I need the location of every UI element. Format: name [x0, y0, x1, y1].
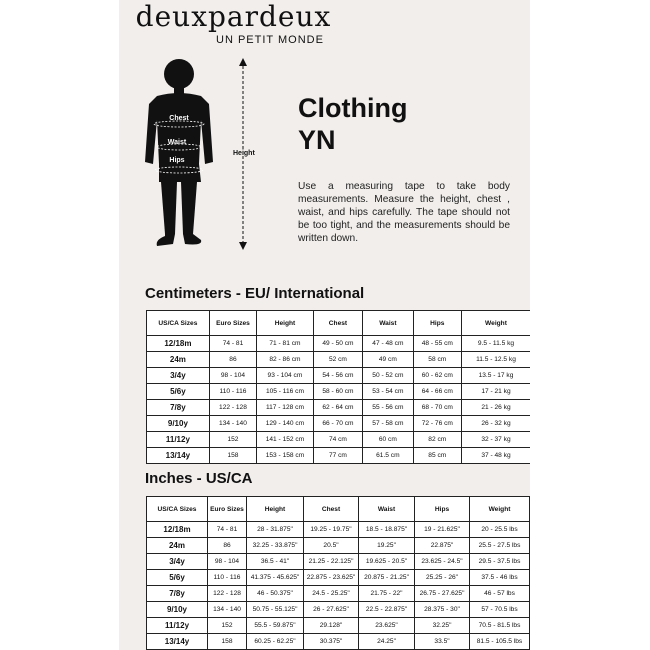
- value-cell: 60 cm: [363, 432, 413, 448]
- value-cell: 19.25": [359, 538, 415, 554]
- value-cell: 105 - 116 cm: [257, 384, 314, 400]
- inches-size-table: [146, 496, 530, 650]
- value-cell: 22.875": [415, 538, 470, 554]
- value-cell: 26.75 - 27.625": [415, 586, 470, 602]
- column-header: US/CA Sizes: [147, 311, 210, 336]
- size-cell: 12/18m: [147, 522, 208, 538]
- value-cell: 158: [208, 634, 247, 650]
- value-cell: 19 - 21.625": [415, 522, 470, 538]
- value-cell: 93 - 104 cm: [257, 368, 314, 384]
- column-header: Height: [257, 311, 314, 336]
- page-title: [298, 92, 498, 156]
- table-row: [147, 570, 530, 586]
- value-cell: 22.5 - 22.875": [359, 602, 415, 618]
- value-cell: 46 - 57 lbs: [470, 586, 530, 602]
- table-row: [147, 554, 530, 570]
- size-cell: 24m: [147, 538, 208, 554]
- chest-label: Chest: [169, 115, 189, 122]
- value-cell: 49 - 50 cm: [313, 336, 362, 352]
- table-row: [147, 448, 531, 464]
- size-cell: 9/10y: [147, 416, 210, 432]
- value-cell: 18.5 - 18.875": [359, 522, 415, 538]
- table-row: [147, 416, 531, 432]
- title-line-2: YN: [298, 125, 336, 155]
- value-cell: 129 - 140 cm: [257, 416, 314, 432]
- value-cell: 141 - 152 cm: [257, 432, 314, 448]
- value-cell: 72 - 76 cm: [413, 416, 461, 432]
- value-cell: 85 cm: [413, 448, 461, 464]
- value-cell: 158: [209, 448, 256, 464]
- value-cell: 20.5": [304, 538, 359, 554]
- table-row: [147, 368, 531, 384]
- value-cell: 26 - 32 kg: [461, 416, 530, 432]
- value-cell: 60 - 62 cm: [413, 368, 461, 384]
- value-cell: 29.5 - 37.5 lbs: [470, 554, 530, 570]
- value-cell: 47 - 48 cm: [363, 336, 413, 352]
- value-cell: 53 - 54 cm: [363, 384, 413, 400]
- value-cell: 9.5 - 11.5 kg: [461, 336, 530, 352]
- value-cell: 58 - 60 cm: [313, 384, 362, 400]
- column-header: Chest: [313, 311, 362, 336]
- size-guide-page: [119, 0, 530, 650]
- value-cell: 86: [208, 538, 247, 554]
- column-header: Height: [247, 497, 304, 522]
- value-cell: 19.25 - 19.75": [304, 522, 359, 538]
- table-row: [147, 352, 531, 368]
- table-row: [147, 336, 531, 352]
- value-cell: 22.875 - 23.625": [304, 570, 359, 586]
- value-cell: 21.25 - 22.125": [304, 554, 359, 570]
- value-cell: 70.5 - 81.5 lbs: [470, 618, 530, 634]
- value-cell: 25.5 - 27.5 lbs: [470, 538, 530, 554]
- column-header: Chest: [304, 497, 359, 522]
- value-cell: 110 - 116: [208, 570, 247, 586]
- value-cell: 134 - 140: [209, 416, 256, 432]
- value-cell: 41.375 - 45.625": [247, 570, 304, 586]
- value-cell: 117 - 128 cm: [257, 400, 314, 416]
- size-cell: 7/8y: [147, 586, 208, 602]
- value-cell: 21 - 26 kg: [461, 400, 530, 416]
- value-cell: 28.375 - 30": [415, 602, 470, 618]
- column-header: Weight: [461, 311, 530, 336]
- brand-tagline: UN PETIT MONDE: [216, 34, 324, 46]
- column-header: Hips: [413, 311, 461, 336]
- value-cell: 11.5 - 12.5 kg: [461, 352, 530, 368]
- value-cell: 153 - 158 cm: [257, 448, 314, 464]
- value-cell: 81.5 - 105.5 lbs: [470, 634, 530, 650]
- size-cell: 11/12y: [147, 432, 210, 448]
- table-row: [147, 522, 530, 538]
- value-cell: 33.5": [415, 634, 470, 650]
- value-cell: 74 - 81: [208, 522, 247, 538]
- size-cell: 9/10y: [147, 602, 208, 618]
- value-cell: 30.375": [304, 634, 359, 650]
- value-cell: 26 - 27.625": [304, 602, 359, 618]
- size-cell: 12/18m: [147, 336, 210, 352]
- value-cell: 32 - 37 kg: [461, 432, 530, 448]
- column-header: US/CA Sizes: [147, 497, 208, 522]
- value-cell: 25.25 - 26": [415, 570, 470, 586]
- inches-table-title: Inches - US/CA: [145, 470, 253, 487]
- value-cell: 98 - 104: [209, 368, 256, 384]
- table-row: [147, 586, 530, 602]
- cm-size-table: [146, 310, 530, 464]
- title-line-1: Clothing: [298, 93, 408, 123]
- value-cell: 49 cm: [363, 352, 413, 368]
- value-cell: 17 - 21 kg: [461, 384, 530, 400]
- value-cell: 36.5 - 41": [247, 554, 304, 570]
- value-cell: 62 - 64 cm: [313, 400, 362, 416]
- value-cell: 32.25": [415, 618, 470, 634]
- value-cell: 122 - 128: [209, 400, 256, 416]
- table-row: [147, 384, 531, 400]
- value-cell: 74 cm: [313, 432, 362, 448]
- value-cell: 20 - 25.5 lbs: [470, 522, 530, 538]
- size-cell: 13/14y: [147, 448, 210, 464]
- value-cell: 20.875 - 21.25": [359, 570, 415, 586]
- value-cell: 37.5 - 46 lbs: [470, 570, 530, 586]
- value-cell: 32.25 - 33.875": [247, 538, 304, 554]
- value-cell: 86: [209, 352, 256, 368]
- height-label: Height: [233, 150, 255, 157]
- size-cell: 24m: [147, 352, 210, 368]
- size-cell: 3/4y: [147, 368, 210, 384]
- value-cell: 19.625 - 20.5": [359, 554, 415, 570]
- size-cell: 11/12y: [147, 618, 208, 634]
- value-cell: 71 - 81 cm: [257, 336, 314, 352]
- size-cell: 7/8y: [147, 400, 210, 416]
- value-cell: 48 - 55 cm: [413, 336, 461, 352]
- table-header-row: [147, 311, 531, 336]
- table-header-row: [147, 497, 530, 522]
- child-silhouette-icon: [139, 54, 219, 254]
- size-cell: 3/4y: [147, 554, 208, 570]
- value-cell: 13.5 - 17 kg: [461, 368, 530, 384]
- value-cell: 66 - 70 cm: [313, 416, 362, 432]
- value-cell: 29.128": [304, 618, 359, 634]
- value-cell: 23.625 - 24.5": [415, 554, 470, 570]
- value-cell: 55 - 56 cm: [363, 400, 413, 416]
- value-cell: 134 - 140: [208, 602, 247, 618]
- value-cell: 152: [208, 618, 247, 634]
- table-row: [147, 618, 530, 634]
- column-header: Weight: [470, 497, 530, 522]
- value-cell: 50 - 52 cm: [363, 368, 413, 384]
- brand-name: deuxpardeux: [135, 0, 332, 33]
- table-row: [147, 432, 531, 448]
- value-cell: 24.5 - 25.25": [304, 586, 359, 602]
- column-header: Waist: [359, 497, 415, 522]
- column-header: Euro Sizes: [209, 311, 256, 336]
- hips-label: Hips: [169, 157, 185, 164]
- value-cell: 82 - 86 cm: [257, 352, 314, 368]
- value-cell: 64 - 66 cm: [413, 384, 461, 400]
- value-cell: 58 cm: [413, 352, 461, 368]
- value-cell: 68 - 70 cm: [413, 400, 461, 416]
- value-cell: 54 - 56 cm: [313, 368, 362, 384]
- value-cell: 24.25": [359, 634, 415, 650]
- value-cell: 37 - 48 kg: [461, 448, 530, 464]
- value-cell: 77 cm: [313, 448, 362, 464]
- brand-logo: [121, 2, 346, 46]
- value-cell: 28 - 31.875": [247, 522, 304, 538]
- table-row: [147, 400, 531, 416]
- value-cell: 60.25 - 62.25": [247, 634, 304, 650]
- size-cell: 13/14y: [147, 634, 208, 650]
- value-cell: 152: [209, 432, 256, 448]
- value-cell: 57 - 70.5 lbs: [470, 602, 530, 618]
- table-row: [147, 634, 530, 650]
- value-cell: 23.625": [359, 618, 415, 634]
- value-cell: 98 - 104: [208, 554, 247, 570]
- measuring-instructions: Use a measuring tape to take body measurements. Measure the height, chest , waist, and hips carefully. The tape should not be too tight, and the measurements should be written down.: [298, 181, 510, 244]
- value-cell: 21.75 - 22": [359, 586, 415, 602]
- value-cell: 50.75 - 55.125": [247, 602, 304, 618]
- value-cell: 122 - 128: [208, 586, 247, 602]
- cm-table-title: Centimeters - EU/ International: [145, 285, 365, 302]
- column-header: Hips: [415, 497, 470, 522]
- value-cell: 52 cm: [313, 352, 362, 368]
- value-cell: 46 - 50.375": [247, 586, 304, 602]
- value-cell: 110 - 116: [209, 384, 256, 400]
- size-cell: 5/6y: [147, 384, 210, 400]
- table-row: [147, 538, 530, 554]
- table-row: [147, 602, 530, 618]
- value-cell: 57 - 58 cm: [363, 416, 413, 432]
- waist-label: Waist: [167, 139, 187, 146]
- size-cell: 5/6y: [147, 570, 208, 586]
- value-cell: 82 cm: [413, 432, 461, 448]
- column-header: Euro Sizes: [208, 497, 247, 522]
- value-cell: 55.5 - 59.875": [247, 618, 304, 634]
- column-header: Waist: [363, 311, 413, 336]
- value-cell: 74 - 81: [209, 336, 256, 352]
- value-cell: 61.5 cm: [363, 448, 413, 464]
